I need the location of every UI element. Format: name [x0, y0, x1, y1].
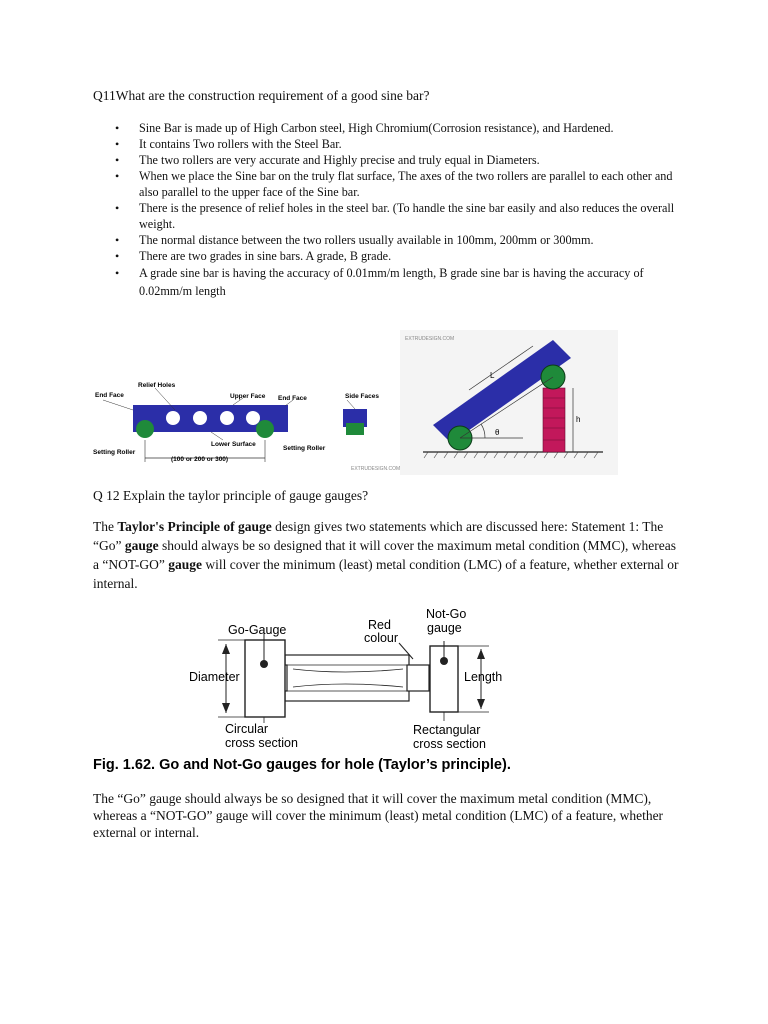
label-cross-section-right: cross section	[413, 737, 486, 751]
list-item: • There is the presence of relief holes in the steel bar. (To handle the sine bar easily and also reduces the overall weight.	[93, 200, 683, 232]
label-setting-roller-right: Setting Roller	[283, 445, 326, 452]
label-circular: Circular	[225, 722, 269, 736]
q11-title: Q11What are the construction requirement of a good sine bar?	[93, 88, 430, 103]
taylor-gauge-figure	[93, 603, 511, 778]
label-rectangular: Rectangular	[413, 723, 481, 737]
relief-hole	[220, 411, 234, 425]
label-cross-section-left: cross section	[225, 736, 298, 750]
label-length: Length	[464, 670, 503, 684]
label-end-face-left: End Face	[95, 392, 124, 399]
label-not-go: Not-Go	[426, 607, 467, 621]
caption-text: Go and Not-Go gauges for hole (Taylor’s principle).	[159, 757, 511, 773]
label-colour: colour	[364, 631, 399, 645]
list-item: • The normal distance between the two rollers usually available in 100mm, 200mm or 300mm.	[93, 232, 683, 248]
relief-hole	[246, 411, 260, 425]
watermark-top: EXTRUDESIGN.COM	[405, 336, 455, 342]
relief-hole	[193, 411, 207, 425]
relief-hole	[166, 411, 180, 425]
bold-term: Taylor's Principle of gauge	[117, 519, 272, 534]
taylor-summary-paragraph: The “Go” gauge should always be so designed that it will cover the maximum metal condition (MMC), whereas a “NOT-GO” gauge will cover the minimum (least) metal condition (LMC) of a feature, whether external or internal.	[93, 791, 664, 840]
sine-bar-figure	[93, 330, 618, 475]
list-item: • The two rollers are very accurate and Highly precise and truly equal in Diameters.	[93, 152, 683, 168]
taylor-principle-paragraph	[93, 517, 683, 593]
side-face-roller	[346, 423, 364, 435]
text-segment: design gives two statements which are discussed here: Statement 1: The “Go”	[93, 519, 664, 553]
q11-bullet-list	[93, 120, 683, 300]
label-height-h: h	[576, 415, 581, 424]
label-relief-holes: Relief Holes	[138, 382, 176, 389]
label-lower-surface: Lower Surface	[211, 441, 256, 448]
label-red: Red	[368, 618, 391, 632]
gauge-handle	[285, 655, 409, 701]
slip-gauge-stack	[543, 388, 565, 452]
list-item: • When we place the Sine bar on the truly flat surface, The axes of the two rollers are parallel to each other and also parallel to the upper face of the Sine bar.	[93, 168, 683, 200]
label-length-l: L	[490, 371, 495, 380]
label-go-gauge: Go-Gauge	[228, 623, 287, 637]
label-angle-theta: θ	[495, 428, 500, 437]
text-segment: should always be so designed that it will cover the maximum metal condition (MMC), whereas a “NOT-GO”	[93, 538, 677, 572]
label-diameter: Diameter	[189, 670, 240, 684]
text-segment: will cover the minimum (least) metal condition (LMC) of a feature, whether external or internal.	[93, 557, 679, 591]
list-item: • A grade sine bar is having the accuracy of 0.01mm/m length, B grade sine bar is having the accuracy of 0.02mm/m length	[93, 264, 683, 300]
setting-roller-left	[136, 420, 154, 438]
caption-number: Fig. 1.62.	[93, 757, 156, 773]
list-item: • It contains Two rollers with the Steel Bar.	[93, 136, 683, 152]
q12-title: Q 12 Explain the taylor principle of gauge gauges?	[93, 488, 369, 503]
label-gauge: gauge	[427, 621, 462, 635]
label-side-faces: Side Faces	[345, 393, 379, 400]
label-setting-roller-left: Setting Roller	[93, 449, 136, 456]
text-segment: The	[93, 519, 118, 534]
not-go-gauge-dot	[440, 657, 448, 665]
label-upper-face: Upper Face	[230, 393, 266, 400]
go-gauge-dot	[260, 660, 268, 668]
label-end-face-right: End Face	[278, 395, 307, 402]
watermark-bottom: EXTRUDESIGN.COM	[351, 466, 401, 472]
label-distance: (100 or 200 or 300)	[171, 456, 229, 463]
bold-term: gauge	[124, 538, 159, 553]
setting-roller-right	[256, 420, 274, 438]
list-item: • There are two grades in sine bars. A grade, B grade.	[93, 248, 683, 264]
bold-term: gauge	[168, 557, 202, 572]
go-gauge-body	[245, 640, 285, 717]
list-item: • Sine Bar is made up of High Carbon steel, High Chromium(Corrosion resistance), and Hardened.	[93, 120, 683, 136]
